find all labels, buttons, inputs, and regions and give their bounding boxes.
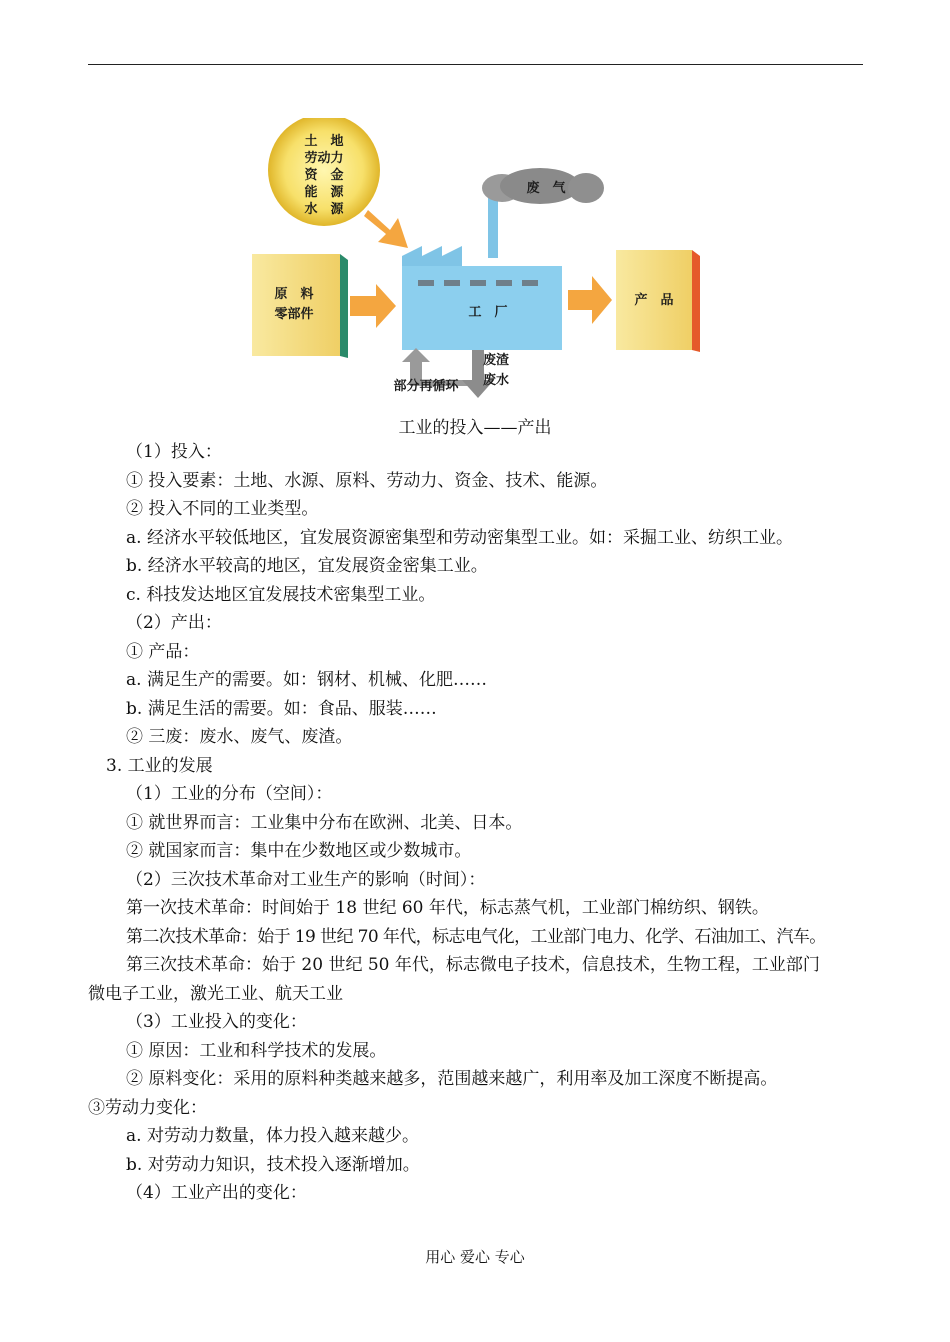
page-footer: 用心 爱心 专心: [425, 1248, 525, 1266]
input-water: 水 源: [304, 202, 344, 217]
text-line: c. 科技发达地区宜发展技术密集型工业。: [126, 585, 436, 605]
text-line: ③劳动力变化：: [88, 1098, 207, 1118]
figure-caption: 工业的投入——产出: [398, 418, 552, 438]
text-line: ② 就国家而言：集中在少数地区或少数城市。: [126, 841, 472, 861]
text-line: ② 原料变化：采用的原料种类越来越多，范围越来越广，利用率及加工深度不断提高。: [126, 1069, 778, 1089]
factory-label: 工 厂: [468, 305, 508, 320]
text-line: a. 满足生产的需要。如：钢材、机械、化肥……: [126, 670, 487, 690]
header-rule: [88, 64, 863, 65]
raw-arrow: [350, 284, 396, 328]
factory: [402, 198, 562, 350]
text-line: ① 产品：: [126, 642, 200, 662]
parts-label: 零部件: [274, 307, 314, 322]
input-capital: 资 金: [304, 168, 344, 183]
text-line: （3）工业投入的变化：: [126, 1012, 307, 1032]
waste-slag-label: 废渣: [482, 353, 510, 368]
text-line: ① 原因：工业和科学技术的发展。: [126, 1041, 387, 1061]
text-line: 第一次技术革命：时间始于 18 世纪 60 年代，标志蒸气机，工业部门棉纺织、钢铁。: [126, 898, 769, 918]
diagram-svg: [240, 118, 720, 400]
text-line: ② 三废：废水、废气、废渣。: [126, 727, 353, 747]
waste-water-label: 废水: [482, 373, 510, 388]
text-line: 微电子工业，激光工业、航天工业: [88, 984, 343, 1004]
raw-materials-box: [252, 254, 340, 356]
text-line: a. 经济水平较低地区，宜发展资源密集型和劳动密集型工业。如：采掘工业、纺织工业。: [126, 528, 793, 548]
text-line: ① 投入要素：土地、水源、原料、劳动力、资金、技术、能源。: [126, 471, 608, 491]
text-line: （2）三次技术革命对工业生产的影响（时间）：: [126, 870, 486, 890]
text-line: （1）工业的分布（空间）：: [126, 784, 333, 804]
text-line: ② 投入不同的工业类型。: [126, 499, 319, 519]
text-line: b. 经济水平较高的地区，宜发展资金密集工业。: [126, 556, 488, 576]
input-land: 土 地: [304, 134, 344, 149]
exhaust-label: 废 气: [526, 181, 566, 196]
text-line: ① 就世界而言：工业集中分布在欧洲、北美、日本。: [126, 813, 523, 833]
text-line: （1）投入：: [126, 442, 222, 462]
inputs-arrow: [364, 210, 408, 248]
recycle-label: 部分再循环: [393, 379, 459, 394]
text-line: 第二次技术革命：始于 19 世纪 70 年代，标志电气化，工业部门电力、化学、石油加工、汽车。: [126, 927, 826, 947]
text-line: （4）工业产出的变化：: [126, 1183, 307, 1203]
input-energy: 能 源: [304, 185, 344, 200]
product-label: 产 品: [634, 293, 674, 308]
section-heading: 3. 工业的发展: [106, 756, 213, 776]
text-line: a. 对劳动力数量，体力投入越来越少。: [126, 1126, 419, 1146]
product-arrow: [568, 276, 612, 324]
input-output-diagram: [240, 118, 720, 400]
text-line: b. 满足生活的需要。如：食品、服装……: [126, 699, 437, 719]
text-line: b. 对劳动力知识，技术投入逐渐增加。: [126, 1155, 420, 1175]
text-line: 第三次技术革命：始于 20 世纪 50 年代，标志微电子技术，信息技术，生物工程，工业部门: [126, 955, 820, 975]
raw-materials-label: 原 料: [274, 287, 314, 302]
text-line: （2）产出：: [126, 613, 222, 633]
input-labor: 劳动力: [304, 151, 344, 166]
